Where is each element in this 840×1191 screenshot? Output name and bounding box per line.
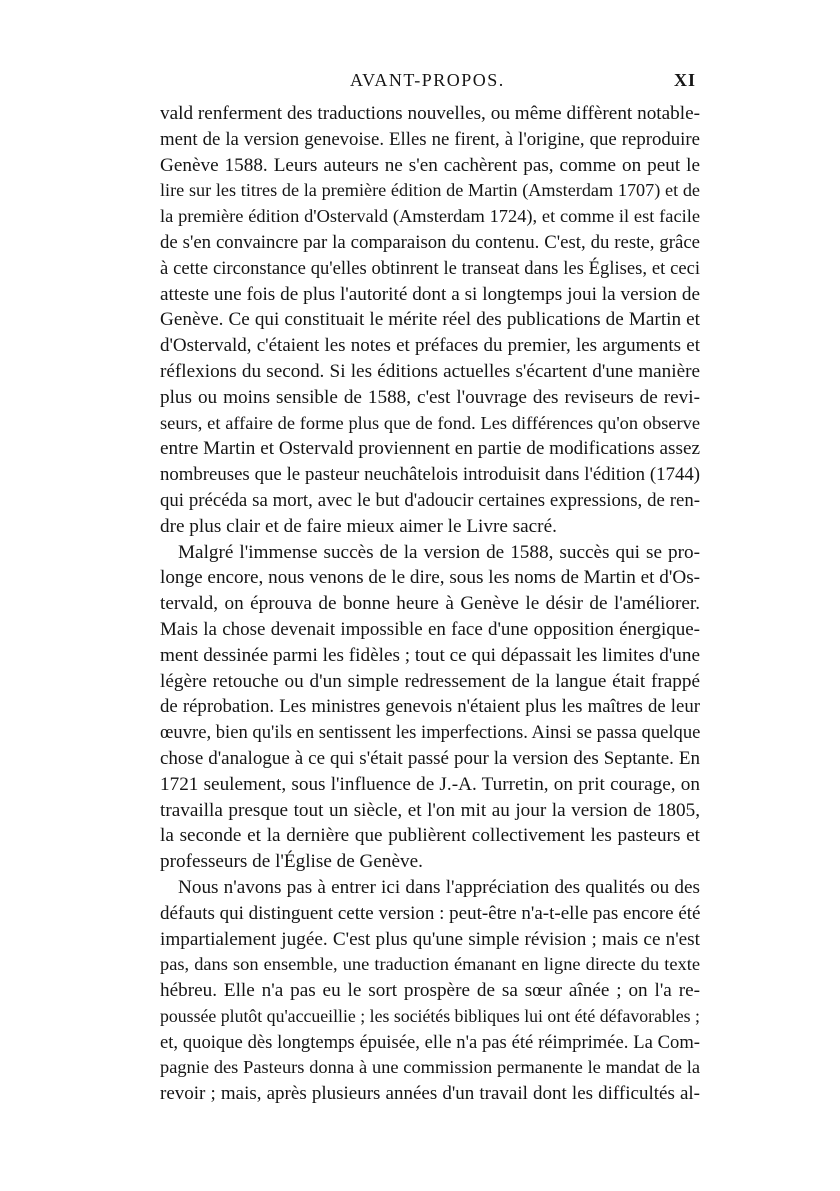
text-line: de s'en convaincre par la comparaison du contenu. C'est, du reste, grâce [160,231,700,253]
text-line: 1721 seulement, sous l'influence de J.-A. Turretin, on prit courage, on [160,773,700,795]
text-line: impartialement jugée. C'est plus qu'une simple révision ; mais ce n'est [160,928,700,950]
text-line: Genève 1588. Leurs auteurs ne s'en cachèrent pas, comme on peut le [160,154,700,176]
text-line: la première édition d'Ostervald (Amsterdam 1724), et comme il est facile [160,206,700,227]
running-head [160,70,700,96]
text-line: la seconde et la dernière que publièrent collectivement les pasteurs et [160,825,700,847]
text-line: et, quoique dès longtemps épuisée, elle n'a pas été réimprimée. La Com- [160,1031,700,1053]
text-line: plus ou moins sensible de 1588, c'est l'ouvrage des reviseurs de revi- [160,386,700,408]
text-line: lire sur les titres de la première édition de Martin (Amsterdam 1707) et de [160,180,700,201]
text-line: pas, dans son ensemble, une traduction émanant en ligne directe du texte [160,954,700,975]
text-line: hébreu. Elle n'a pas eu le sort prospère de sa sœur aînée ; on l'a re- [160,980,700,1002]
text-line: poussée plutôt qu'accueillie ; les sociétés bibliques lui ont été défavorables ; [160,1005,700,1026]
running-title: AVANT-PROPOS. [350,70,505,90]
text-line: nombreuses que le pasteur neuchâtelois introduisit dans l'édition (1744) [160,464,700,486]
text-line: légère retouche ou d'un simple redressement de la langue était frappé [160,670,700,692]
text-line: réflexions du second. Si les éditions actuelles s'écartent d'une manière [160,360,700,382]
text-line: travailla presque tout un siècle, et l'on mit au jour la version de 1805, [160,799,700,821]
text-line: professeurs de l'Église de Genève. [160,851,423,873]
text-line: œuvre, bien qu'ils en sentissent les imperfections. Ainsi se passa quelque [160,722,700,744]
paragraph [160,101,700,540]
text-line: chose d'analogue à ce qui s'était passé pour la version des Septante. En [160,747,700,769]
text-line: Malgré l'immense succès de la version de 1588, succès qui se pro- [178,541,700,563]
body-text [160,101,700,1107]
text-line: entre Martin et Ostervald proviennent en partie de modifications assez [160,438,700,460]
text-line: pagnie des Pasteurs donna à une commission permanente le mandat de la [160,1057,700,1078]
text-line: qui précéda sa mort, avec le but d'adoucir certaines expressions, de ren- [160,489,700,511]
text-line: longe encore, nous venons de le dire, sous les noms de Martin et d'Os- [160,567,700,589]
text-line: Mais la chose devenait impossible en face d'une opposition énergique- [160,618,700,640]
text-line: ment dessinée parmi les fidèles ; tout ce qui dépassait les limites d'une [160,644,700,666]
text-line: vald renferment des traductions nouvelles, ou même diffèrent notable- [160,103,700,124]
text-line: Nous n'avons pas à entrer ici dans l'appréciation des qualités ou des [178,876,700,898]
text-line: revoir ; mais, après plusieurs années d'un travail dont les difficultés al- [160,1083,700,1105]
text-line: tervald, on éprouva de bonne heure à Genève le désir de l'améliorer. [160,593,700,615]
text-line: Genève. Ce qui constituait le mérite réel des publications de Martin et [160,309,700,331]
text-line: ment de la version genevoise. Elles ne firent, à l'origine, que reproduire [160,128,700,150]
text-line: d'Ostervald, c'étaient les notes et préfaces du premier, les arguments et [160,335,700,357]
text-line: de réprobation. Les ministres genevois n'étaient plus les maîtres de leur [160,696,700,718]
paragraph [160,540,700,875]
text-line: atteste une fois de plus l'autorité dont a si longtemps joui la version de [160,283,700,305]
text-line: seurs, et affaire de forme plus que de fond. Les différences qu'on observe [160,412,700,433]
paragraph [160,875,700,1107]
text-line: dre plus clair et de faire mieux aimer le Livre sacré. [160,515,557,537]
text-line: à cette circonstance qu'elles obtinrent le transeat dans les Églises, et ceci [160,257,700,279]
page-number: XI [673,70,696,90]
text-line: défauts qui distinguent cette version : peut-être n'a-t-elle pas encore été [160,902,700,924]
